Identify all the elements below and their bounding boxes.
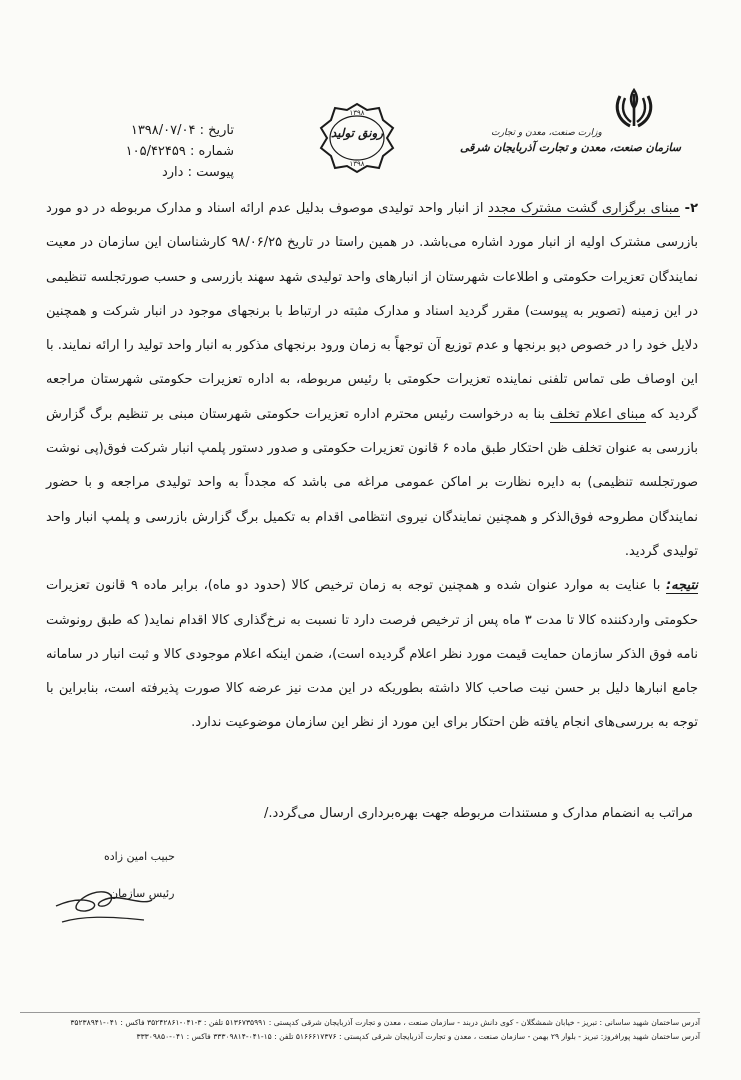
paragraph-number: ۲- <box>679 201 699 216</box>
paragraph-2 <box>46 192 698 569</box>
attachment-row <box>74 162 234 183</box>
seal-year-top: ۱۳۹۸ <box>349 109 365 117</box>
letter-meta <box>74 120 234 183</box>
footer-address-2: آدرس ساختمان شهید پورافروز: تبریز - بلوار ۲۹ بهمن - سازمان صنعت ، معدن و تجارت آذربایجان شرقی کدپستی : ۵۱۶۶۶۱۷۳۷۶ تلفن : ۱۵-۰۴۱-۳۳۳۰۹۸۱۴ فاکس : ۰۴۱-۳۳۳۰۹۸۵۰ <box>136 1032 700 1041</box>
underlined-phrase-basis: مبنای برگزاری گشت مشترک مجدد <box>488 201 680 216</box>
footer-address-1: آدرس ساختمان شهید ساسانی : تبریز - خیابان شمشگلان - کوی دانش دربند - سازمان صنعت ، معدن و تجارت آذربایجان شرقی کدپستی : ۵۱۳۶۷۳۵۹۹۱ تلفن : ۳-۰۴۱-۳۵۲۴۲۸۶۱ فاکس : ۰۴۱-۳۵۲۳۸۹۴۱ <box>70 1018 700 1027</box>
handwritten-signature <box>48 860 158 940</box>
signatory-title: رئیس سازمان <box>110 887 175 900</box>
ministry-name: وزارت صنعت، معدن و تجارت <box>491 128 602 138</box>
number-label: شماره : <box>190 144 234 159</box>
number-value: ۱۰۵/۴۲۴۵۹ <box>125 144 186 159</box>
paragraph-2-text-a: از انبار واحد تولیدی موصوف بدلیل عدم ارائه اسناد و مدارک مربوطه در دو مورد بازرسی مشترک اولیه از انبار مورد اشاره می‌باشد. در همین راستا در تاریخ ۹۸/۰۶/۲۵ کارشناسان این سازمان در معیت نمایندگان تعزیرات حکومتی و اطلاعات شهرستان از انبارهای واحد تولیدی شهد سهند بازرسی و حسب صورتجلسه تنظیمی در این زمینه (تصویر به پیوست) مقرر گردید اسناد و مدارک مثبته در ارتباط با برنجهای موجود در انبار شرکت و همچنین دلایل خود را در خصوص دپو برنجها و عدم توزیع آن توجهاً به زمان ورود برنجهای مذکور به انبار واحد تولید را ارائه نمایند. با این اوصاف طی تماس تلفنی نماینده تعزیرات حکومتی با رئیس مربوطه، به اداره تعزیرات حکومتی شهرستان مراجعه گردید که <box>46 201 698 422</box>
closing-line: مراتب به انضمام مدارک و مستندات مربوطه جهت بهره‌برداری ارسال می‌گردد./ <box>264 806 693 821</box>
letter-body <box>46 192 698 741</box>
date-label: تاریخ : <box>199 123 234 138</box>
number-row <box>74 141 234 162</box>
footer-addresses <box>20 1012 700 1041</box>
organization-name: سازمان صنعت، معدن و تجارت آذربایجان شرقی <box>459 141 681 154</box>
signatory-name: حبیب امین زاده <box>104 850 175 863</box>
date-value: ۱۳۹۸/۰۷/۰۴ <box>130 123 196 138</box>
seal-text: رونق تولید <box>330 126 384 140</box>
conclusion-label: نتیجه: <box>665 578 698 594</box>
seal-year-bottom: ۱۳۹۸ <box>349 160 365 168</box>
attachment-value: دارد <box>161 165 184 180</box>
ministry-header <box>460 128 681 154</box>
date-row <box>74 120 234 141</box>
iran-emblem-icon <box>612 86 656 132</box>
underlined-phrase-violation: مبنای اعلام تخلف <box>549 406 646 422</box>
conclusion-text: با عنایت به موارد عنوان شده و همچنین توجه به زمان ترخیص کالا (حدود دو ماه)، برابر ماده ۹ قانون تعزیرات حکومتی واردکننده کالا تا مدت ۳ ماه پس از ترخیص فرصت دارد تا نسبت به نرخ‌گذاری کالا اقدام نماید( که طبق رونوشت نامه فوق الذکر سازمان حمایت قیمت مورد نظر اعلام گردیده است)، ضمن اینکه اعلام موجودی کالا و ثبت انبار در سامانه جامع انبارها دلیل بر حسن نیت صاحب کالا داشته بطوریکه در این مدت نیز عرضه کالا صورت پذیرفته است، بنابراین با توجه به بررسی‌های انجام یافته ظن احتکار برای این مورد از نظر این سازمان موضوعیت ندارد. <box>46 578 699 731</box>
conclusion-paragraph <box>46 569 698 740</box>
attachment-label: پیوست : <box>187 165 234 180</box>
paragraph-2-text-b: بنا به درخواست رئیس محترم اداره تعزیرات حکومتی شهرستان مبنی بر تنظیم برگ گزارش بازرسی به عنوان تخلف ظن احتکار طبق ماده ۶ قانون تعزیرات حکومتی و صدور دستور پلمپ انبار شرکت فوق(پی نوشت صورتجلسه تنظیمی) به دایره نظارت بر اماکن عمومی مراغه می باشد که مجدداً به واحد تولیدی مراجعه و با حضور نمایندگان مطروحه فوق‌الذکر و همچنین نمایندگان نیروی انتظامی اقدام به تکمیل برگ گزارش بازرسی و پلمپ انبار واحد تولیدی گردید. <box>46 406 698 559</box>
